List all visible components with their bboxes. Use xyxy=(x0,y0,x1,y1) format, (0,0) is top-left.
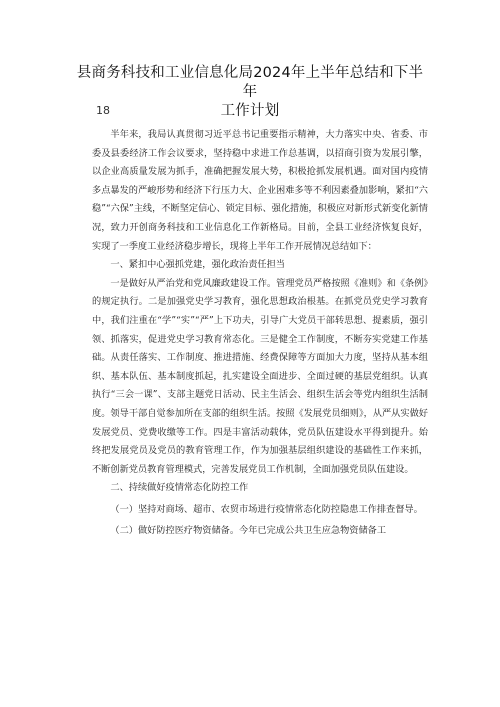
section-2-item-2: （二）做好防控医疗物资储备。今年已完成公共卫生应急物资储备工 xyxy=(110,525,387,537)
section-1-paragraph: 一是做好从严治党和党风廉政建设工作。管理党员严格按照《准则》和《条例》的规定执行。二是加强党史学习教育，强化思想政治根基。在抓党员党史学习教育中，我们注重在“学”“实”“严”上下功夫，引导广大党员干部转思想、提素质，强引领、抓落实，促进党史学习教育常态化。三是健全工作制度，不断夯实党建工作基础。从责任落实、工作制度、推进措施、经费保障等方面加大力度，坚持从基本组织、基本队伍、基本制度抓起，扎实建设全面进步、全面过硬的基层党组织。认真执行“三会一课”、支部主题党日活动、民主生活会、组织生活会等党内组织生活制度。领导干部自觉参加所在支部的组织生活。按照《发展党员细则》，从严从实做好发展党员、党费收缴等工作。四是丰富活动载体，党员队伍建设水平得到提升。始终把发展党员及党员的教育管理工作，作为加强基层组织建设的基础性工作来抓，不断创新党员教育管理模式，完善发展党员工作机制，全面加强党员队伍建设。 xyxy=(92,277,428,475)
document-title xyxy=(70,64,430,121)
title-line-2: 工作计划 xyxy=(220,103,280,119)
section-1-heading: 一、紧扣中心强抓党建，强化政治责任担当 xyxy=(110,259,285,271)
section-2-heading: 二、持续做好疫情常态化防控工作 xyxy=(110,482,249,494)
page-number: 18 xyxy=(96,104,110,117)
section-2-item-1: （一）坚持对商场、超市、农贸市场进行疫情常态化防控隐患工作排查督导。 xyxy=(110,503,423,515)
intro-paragraph: 半年来，我局认真贯彻习近平总书记重要指示精神，大力落实中央、省委、市委及县委经济工作会议要求，坚持稳中求进工作总基调，以招商引资为发展引擎，以企业高质量发展为抓手，准确把握发展大势，积极抢抓发展机遇。面对国内疫情多点暴发的严峻形势和经济下行压力大、企业困难多等不利因素叠加影响，紧扣“六稳”“六保”主线，不断坚定信心、锁定目标、强化措施，积极应对新形式新变化新情况，致力开创商务科技和工业信息化工作新格局。目前，全县工业经济恢复良好，实现了一季度工业经济稳步增长，现将上半年工作开展情况总结如下： xyxy=(92,129,428,252)
document-body xyxy=(92,126,428,541)
title-line-1: 县商务科技和工业信息化局2024年上半年总结和下半年 xyxy=(76,65,424,100)
